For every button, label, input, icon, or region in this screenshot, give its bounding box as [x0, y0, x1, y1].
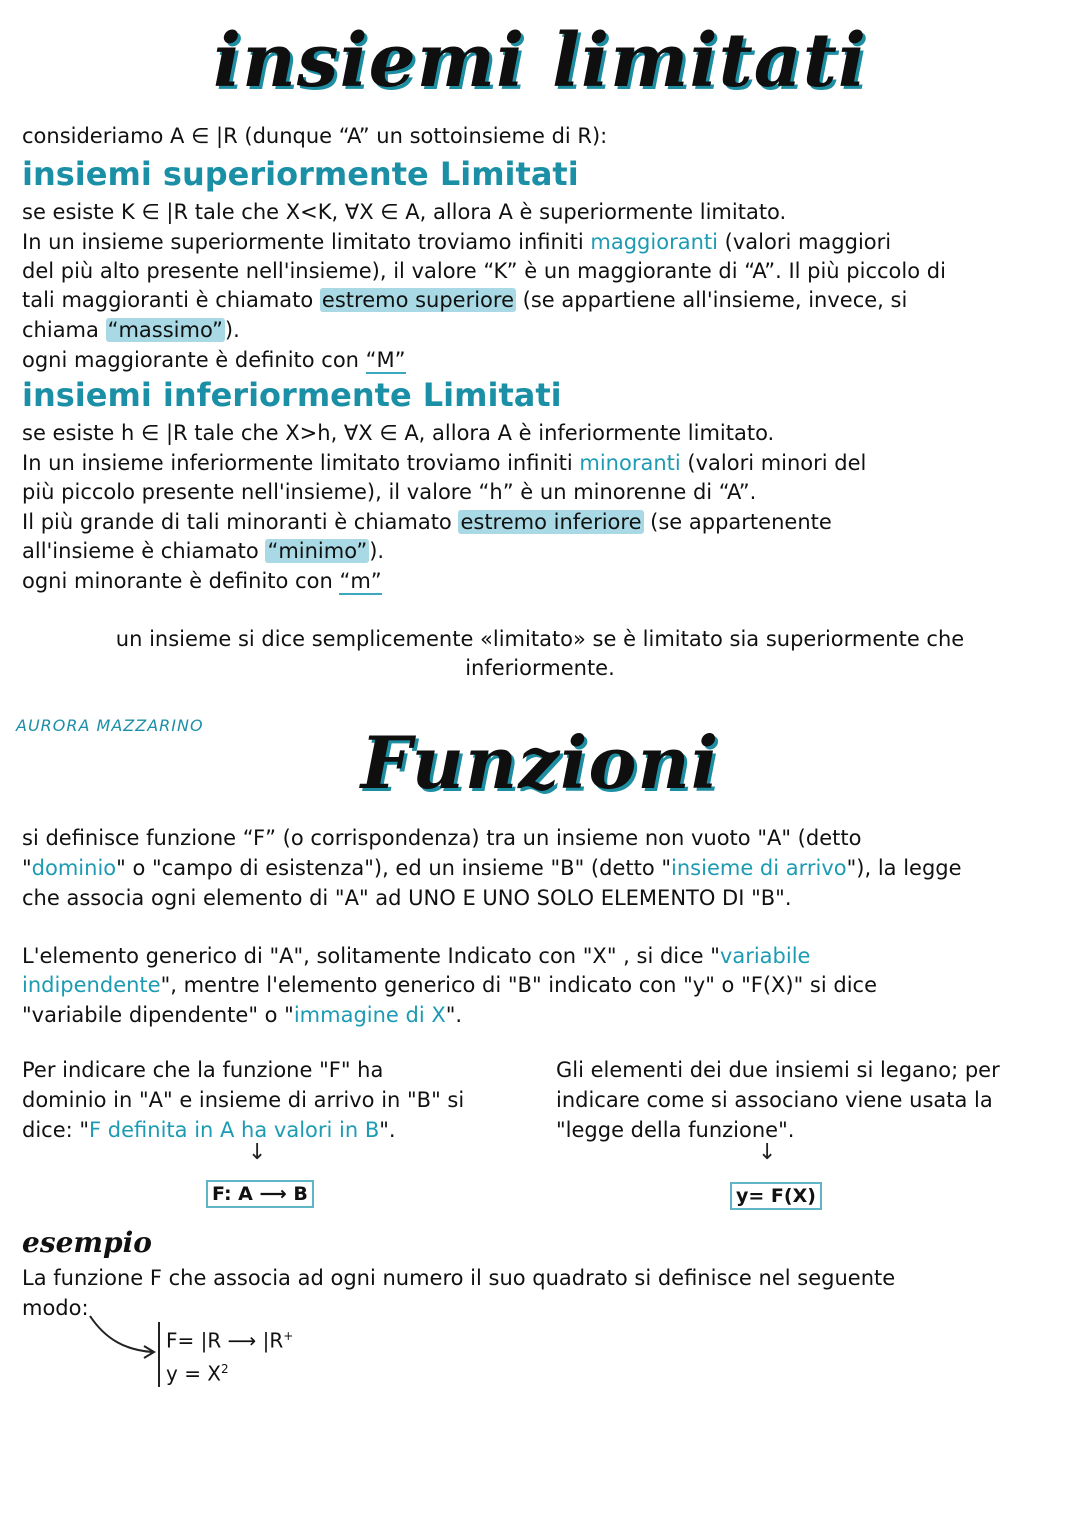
inf-line-3: più piccolo presente nell'insieme), il valore “h” è un minorenne di “A”. [22, 480, 757, 504]
esempio-line-1: La funzione F che associa ad ogni numero il suo quadrato si definisce nel seguente [22, 1266, 896, 1290]
title-funzioni: Funzioni [360, 720, 720, 805]
term-m: “m” [339, 569, 382, 593]
term-M: “M” [365, 348, 406, 372]
text: ". [445, 1003, 463, 1027]
formula-box-f-a-b: F: A ⟶ B [206, 1180, 314, 1208]
term-variabile: variabile [719, 944, 811, 968]
right-col-line-1: Gli elementi dei due insiemi si legano; per [556, 1058, 1000, 1082]
right-col-line-2: indicare come si associano viene usata la [556, 1088, 993, 1112]
intro-line: consideriamo A ∈ |R (dunque “A” un sottoinsieme di R): [22, 124, 608, 148]
inf-line-2 [22, 451, 866, 475]
term-f-definita: F definita in A ha valori in B [89, 1118, 380, 1142]
text: ", mentre l'elemento generico di "B" indicato con "y" o "F(X)" si dice [160, 973, 878, 997]
example-system [158, 1322, 293, 1387]
term-estremo-inferiore: estremo inferiore [460, 510, 642, 534]
formula-box-y-fx: y= F(X) [730, 1182, 822, 1210]
text: ". [379, 1118, 396, 1142]
text: ogni minorante è definito con [22, 569, 340, 593]
text: (se appartiene all'insieme, invece, si [516, 288, 908, 312]
sys-line-2 [166, 1355, 293, 1388]
text: "), la legge [846, 856, 962, 880]
def-line-2 [22, 856, 962, 880]
def-line-1: si definisce funzione “F” (o corrispondenza) tra un insieme non vuoto "A" (detto [22, 826, 862, 850]
text: " o "campo di esistenza"), ed un insieme "B" (detto " [116, 856, 672, 880]
sup-line-2 [22, 230, 891, 254]
heading-superiormente: insiemi superiormente Limitati [22, 155, 579, 193]
term-immagine-di-x: immagine di X [293, 1003, 446, 1027]
sup-line-6 [22, 348, 406, 372]
text: "variabile dipendente" o " [22, 1003, 294, 1027]
left-column [22, 1055, 522, 1145]
left-col-line-1: Per indicare che la funzione "F" ha [22, 1058, 384, 1082]
text: F= |R ⟶ |R [166, 1328, 284, 1353]
text: " [22, 856, 32, 880]
text: ). [369, 539, 385, 563]
sup-line-4 [22, 288, 907, 312]
term-minoranti: minoranti [579, 451, 681, 475]
var-line-1 [22, 944, 810, 968]
term-minimo: “minimo” [267, 539, 368, 563]
inf-line-5 [22, 539, 384, 563]
text: Il più grande di tali minoranti è chiamato [22, 510, 459, 534]
term-maggioranti: maggioranti [590, 230, 718, 254]
inf-line-4 [22, 510, 832, 534]
text: In un insieme inferiormente limitato troviamo infiniti [22, 451, 580, 475]
term-insieme-di-arrivo: insieme di arrivo [671, 856, 847, 880]
sup-line-5 [22, 318, 240, 342]
text: L'elemento generico di "A", solitamente Indicato con "X" , si dice " [22, 944, 720, 968]
sup-line-1: se esiste K ∈ |R tale che X<K, ∀X ∈ A, allora A è superiormente limitato. [22, 200, 787, 224]
text: (se appartenente [643, 510, 832, 534]
text: ). [224, 318, 240, 342]
superscript: + [283, 1329, 294, 1343]
heading-inferiormente: insiemi inferiormente Limitati [22, 376, 562, 414]
text: tali maggioranti è chiamato [22, 288, 320, 312]
text: y = X [166, 1361, 222, 1386]
term-estremo-superiore: estremo superiore [321, 288, 514, 312]
curved-arrow-icon [86, 1310, 166, 1360]
right-column [556, 1055, 1066, 1145]
text: all'insieme è chiamato [22, 539, 266, 563]
esempio-line-2: modo: [22, 1296, 89, 1320]
text: (valori maggiori [717, 230, 892, 254]
def-line-3: che associa ogni elemento di "A" ad UNO E UNO SOLO ELEMENTO DI "B". [22, 886, 792, 910]
sup-line-3: del più alto presente nell'insieme), il valore “K” è un maggiorante di “A”. Il più piccolo di [22, 259, 946, 283]
text: (valori minori del [680, 451, 867, 475]
sys-line-1 [166, 1322, 293, 1355]
term-massimo: “massimo” [107, 318, 223, 342]
var-line-2 [22, 973, 877, 997]
inf-line-1: se esiste h ∈ |R tale che X>h, ∀X ∈ A, allora A è inferiormente limitato. [22, 421, 775, 445]
limitato-line-2: inferiormente. [465, 656, 615, 680]
limitato-line-1: un insieme si dice semplicemente «limitato» se è limitato sia superiormente che [115, 627, 965, 651]
right-col-line-3: "legge della funzione". [556, 1118, 795, 1142]
inf-line-6 [22, 569, 382, 593]
author-signature: AURORA MAZZARINO [16, 716, 204, 735]
text: In un insieme superiormente limitato troviamo infiniti [22, 230, 591, 254]
left-col-line-2: dominio in "A" e insieme di arrivo in "B" si [22, 1088, 465, 1112]
down-arrow-icon: ↓ [758, 1140, 777, 1165]
term-dominio: dominio [31, 856, 117, 880]
superscript: 2 [221, 1361, 229, 1376]
down-arrow-icon: ↓ [248, 1140, 267, 1165]
text: dice: " [22, 1118, 90, 1142]
text: chiama [22, 318, 106, 342]
var-line-3 [22, 1003, 462, 1027]
left-col-line-3 [22, 1115, 522, 1145]
text: ogni maggiorante è definito con [22, 348, 366, 372]
esempio-label: esempio [22, 1226, 152, 1259]
term-indipendente: indipendente [22, 973, 161, 997]
title-insiemi-limitati: insiemi limitati [213, 18, 867, 104]
